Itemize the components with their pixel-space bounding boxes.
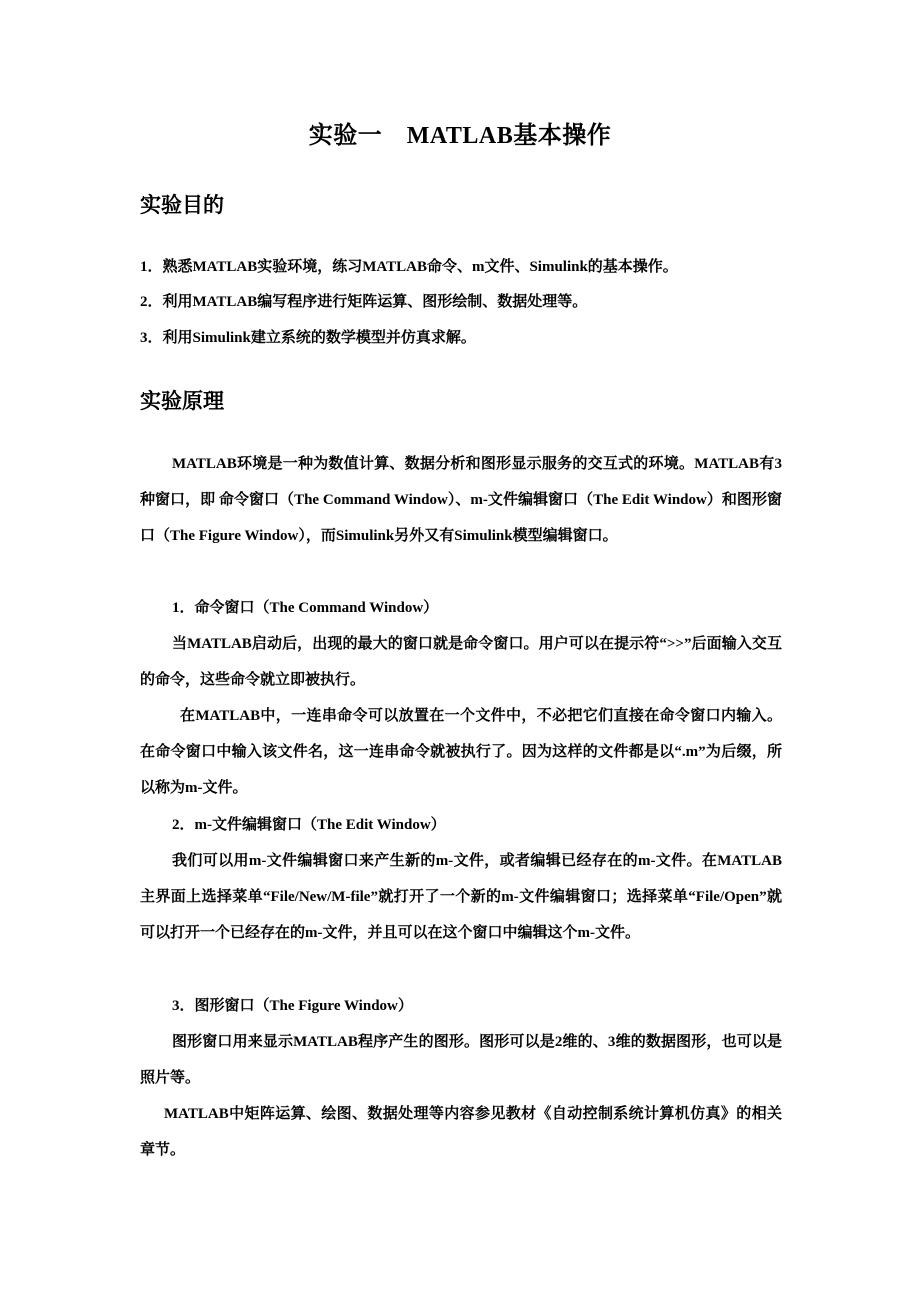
document-title: 实验一 MATLAB基本操作 bbox=[308, 123, 612, 149]
edit-window-paragraph: 我们可以用m-文件编辑窗口来产生新的m-文件，或者编辑已经存在的m-文件。在MATLAB主界面上选择菜单“File/New/M-file”就打开了一个新的m-文件编辑窗口；选择菜单“File/Open”就可以打开一个已经存在的m-文件，并且可以在这个窗口中编辑这个m-文件。 bbox=[140, 853, 782, 942]
closing-paragraph: MATLAB中矩阵运算、绘图、数据处理等内容参见教材《自动控制系统计算机仿真》的相关章节。 bbox=[140, 1106, 782, 1159]
objective-heading: 实验目的 bbox=[140, 193, 224, 217]
principle-heading: 实验原理 bbox=[140, 389, 224, 413]
command-window-paragraph-2: 在MATLAB中，一连串命令可以放置在一个文件中，不必把它们直接在命令窗口内输入。在命令窗口中输入该文件名，这一连串命令就被执行了。因为这样的文件都是以“.m”为后缀，所以称为m-文件。 bbox=[140, 708, 782, 797]
figure-window-paragraph: 图形窗口用来显示MATLAB程序产生的图形。图形可以是2维的、3维的数据图形，也可以是照片等。 bbox=[140, 1034, 782, 1087]
subsection-figure-window-heading: 3．图形窗口（The Figure Window） bbox=[172, 998, 413, 1014]
subsection-edit-window-heading: 2．m-文件编辑窗口（The Edit Window） bbox=[172, 817, 446, 833]
subsection-command-window-heading: 1．命令窗口（The Command Window） bbox=[172, 600, 439, 616]
objective-item-3: 3．利用Simulink建立系统的数学模型并仿真求解。 bbox=[140, 330, 476, 346]
objective-item-1: 1．熟悉MATLAB实验环境，练习MATLAB命令、m文件、Simulink的基本操作。 bbox=[140, 259, 678, 275]
intro-paragraph: MATLAB环境是一种为数值计算、数据分析和图形显示服务的交互式的环境。MATLAB有3种窗口，即 命令窗口（The Command Window）、m-文件编辑窗口（The Edit Window）和图形窗口（The Figure Window），而Simulink另外又有Simulink模型编辑窗口。 bbox=[140, 456, 782, 545]
command-window-paragraph-1: 当MATLAB启动后，出现的最大的窗口就是命令窗口。用户可以在提示符“>>”后面输入交互的命令，这些命令就立即被执行。 bbox=[140, 636, 782, 689]
objective-item-2: 2．利用MATLAB编写程序进行矩阵运算、图形绘制、数据处理等。 bbox=[140, 294, 588, 310]
